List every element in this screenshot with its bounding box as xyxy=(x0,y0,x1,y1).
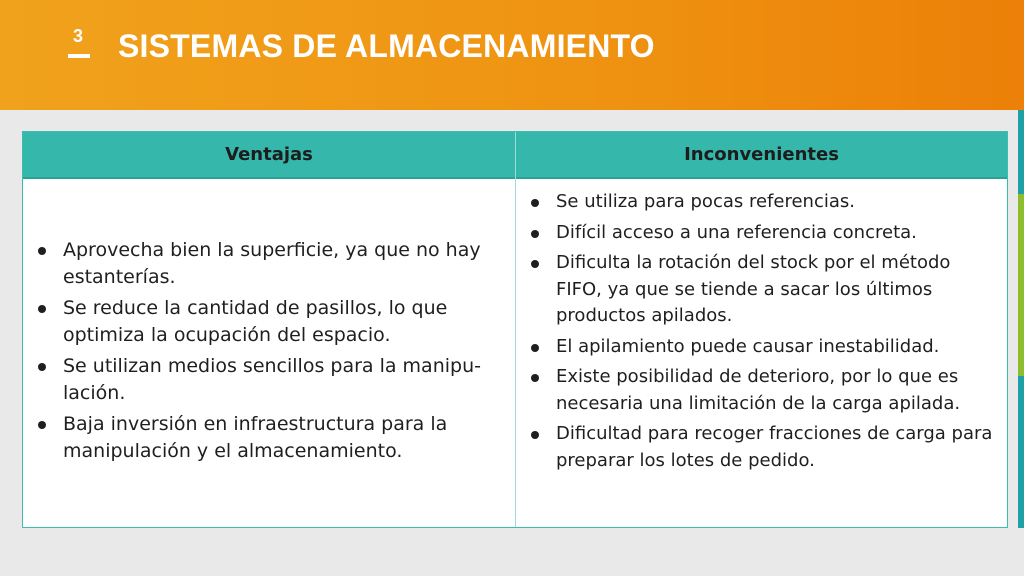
list-item: Existe posibilidad de deterioro, por lo que es necesaria una limitación de la carga apilada. xyxy=(526,364,999,417)
section-number: 3 xyxy=(72,26,83,46)
list-item: Dificulta la rotación del stock por el método FIFO, ya que se tiende a sacar los últimos productos apilados. xyxy=(526,250,999,330)
ventajas-cell xyxy=(23,179,515,527)
comparison-table xyxy=(22,131,1008,528)
slide-header xyxy=(0,0,1024,110)
side-accent-bar xyxy=(1018,110,1024,194)
inconvenientes-cell xyxy=(516,179,1007,527)
list-item: Aprovecha bien la superficie, ya que no hay estanterías. xyxy=(33,237,505,291)
list-item: Se utilizan medios sencillos para la manipu-lación. xyxy=(33,353,505,407)
column-header-ventajas: Ventajas xyxy=(225,144,313,165)
column-header-inconvenientes: Inconvenientes xyxy=(684,144,839,165)
list-item: Baja inversión en infraestructura para la manipulación y el almacenamiento. xyxy=(33,411,505,465)
list-item: Difícil acceso a una referencia concreta. xyxy=(526,220,999,247)
slide-title: SISTEMAS DE ALMACENAMIENTO xyxy=(118,28,655,64)
list-item: Dificultad para recoger fracciones de carga para preparar los lotes de pedido. xyxy=(526,421,999,474)
side-accent-bar xyxy=(1018,376,1024,528)
side-accent-bar xyxy=(1018,194,1024,376)
ventajas-list xyxy=(33,237,505,465)
inconvenientes-list xyxy=(526,189,999,474)
list-item: Se reduce la cantidad de pasillos, lo que optimiza la ocupación del espacio. xyxy=(33,295,505,349)
list-item: El apilamiento puede causar inestabilidad. xyxy=(526,334,999,361)
list-item: Se utiliza para pocas referencias. xyxy=(526,189,999,216)
section-number-underline xyxy=(68,54,90,58)
